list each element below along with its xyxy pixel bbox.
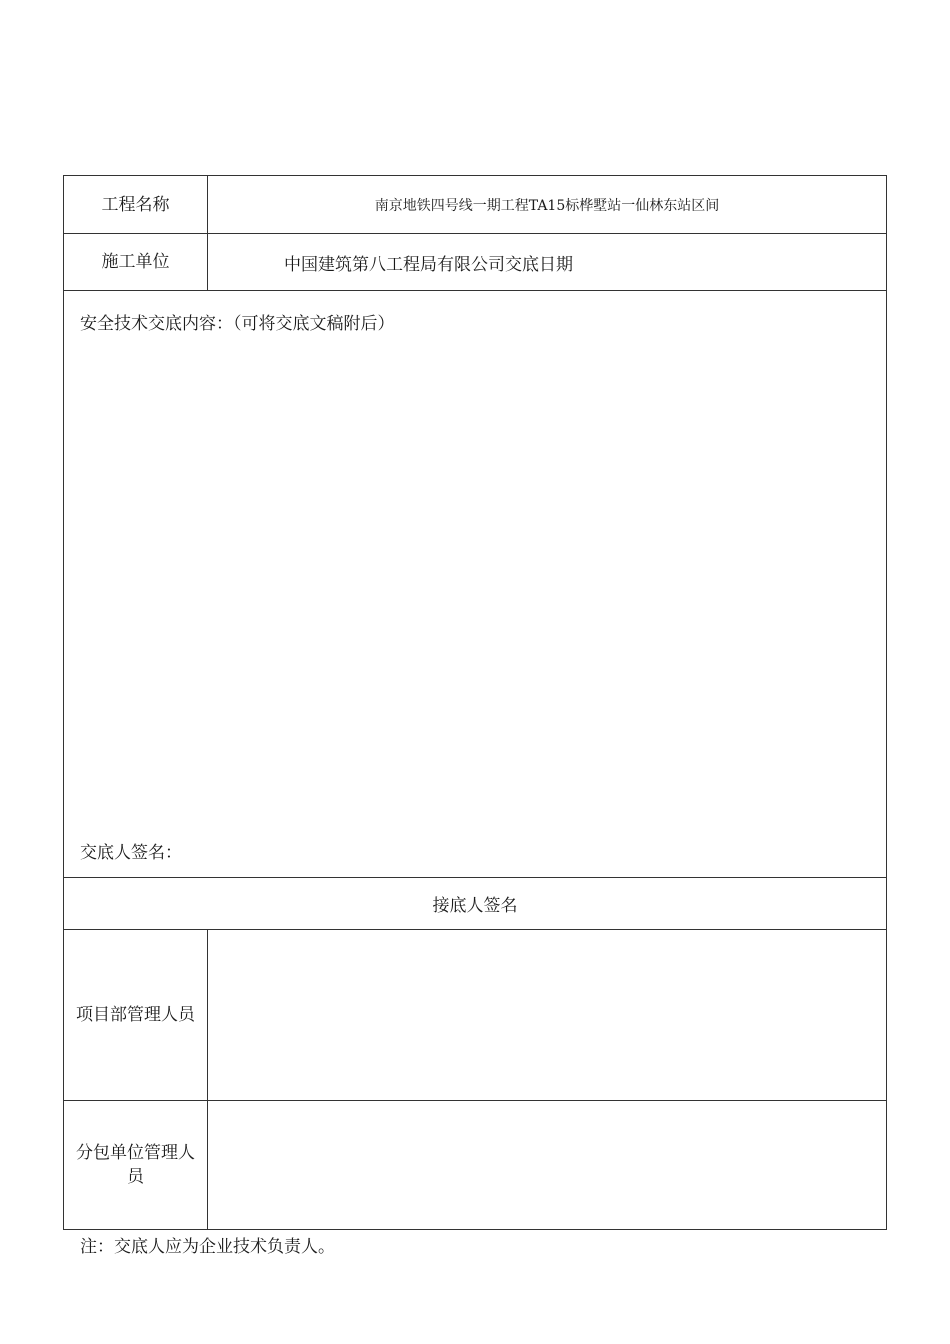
construction-unit-row: [64, 234, 886, 291]
footnote: 注：交底人应为企业技术负责人。: [80, 1237, 335, 1257]
construction-unit-label: 施工单位: [64, 234, 208, 290]
content-section: [64, 291, 886, 878]
project-name-value: 南京地铁四号线一期工程TA15标桦墅站一仙林东站区间: [374, 197, 720, 214]
content-title: 安全技术交底内容：（可将交底文稿附后）: [80, 314, 395, 334]
sub-mgmt-signature-area[interactable]: [208, 1101, 886, 1229]
construction-unit-value: 中国建筑第八工程局有限公司交底日期: [284, 254, 573, 275]
safety-briefing-form: [63, 175, 887, 1230]
project-name-label: 工程名称: [64, 176, 208, 233]
sub-mgmt-row: [64, 1101, 886, 1229]
signer-label: 交底人签名：: [80, 843, 182, 863]
project-mgmt-row: [64, 930, 886, 1101]
receiver-title: 接底人签名: [432, 896, 518, 916]
project-mgmt-signature-area[interactable]: [208, 930, 886, 1100]
receiver-title-row: [64, 878, 886, 930]
project-name-row: [64, 176, 886, 234]
project-mgmt-label: 项目部管理人员: [64, 930, 208, 1100]
sub-mgmt-label: 分包单位管理人员: [64, 1101, 208, 1229]
